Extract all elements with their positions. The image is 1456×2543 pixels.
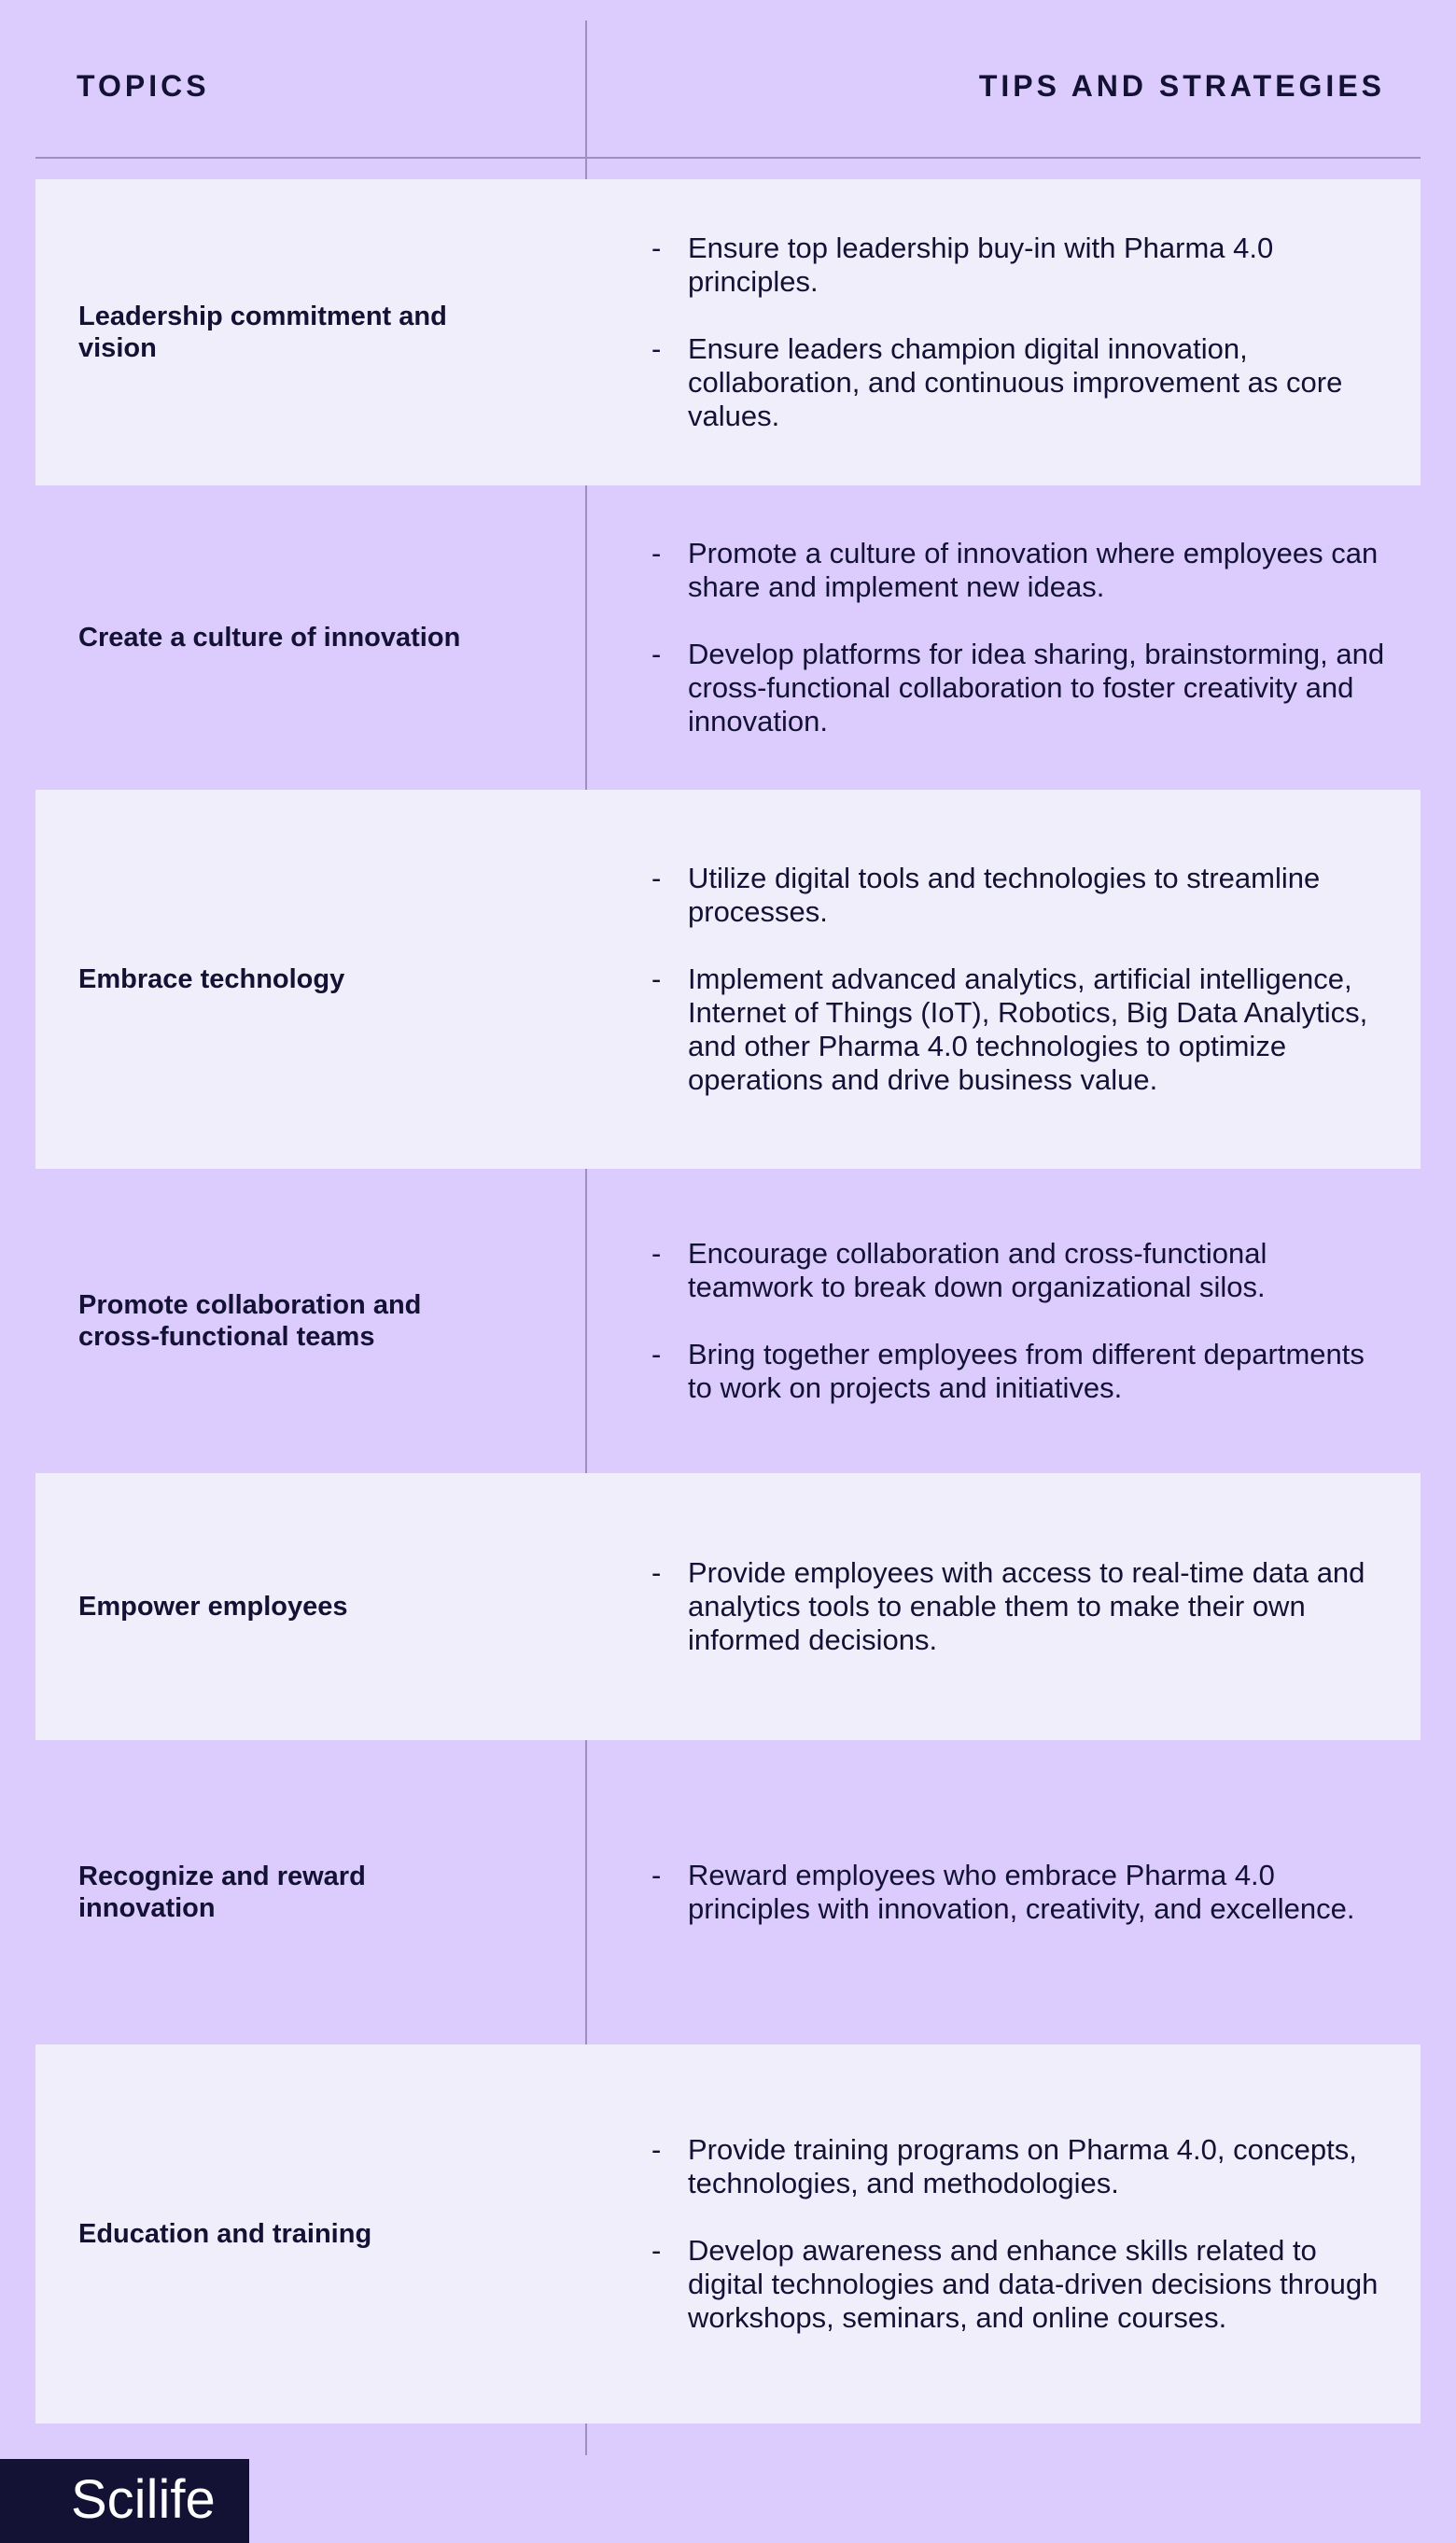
tip-text: Promote a culture of innovation where employees can share and implement new ideas. [688,537,1379,603]
tip-text: Develop platforms for idea sharing, brainstorming, and cross-functional collaboration to foster creativity and innovation. [688,638,1385,738]
tip-item [651,1338,1389,1405]
tip-item [651,1859,1389,1926]
tip-text: Provide training programs on Pharma 4.0, concepts, technologies, and methodologies. [688,2133,1357,2199]
tips-list [651,232,1389,433]
tips-list [651,1237,1389,1405]
bullet-dash: - [651,1237,662,1270]
bullet-dash: - [651,638,662,670]
tip-text: Ensure leaders champion digital innovation, collaboration, and continuous improvement as core values. [688,332,1343,432]
bullet-dash: - [651,1338,662,1370]
bullet-dash: - [651,2234,662,2267]
tip-text: Provide employees with access to real-time data and analytics tools to enable them to make their own informed decisions. [688,1556,1365,1656]
topic-label: Education and training [78,2219,372,2249]
table-row [35,1169,1421,1473]
topic-label: Leadership commitment and vision [78,302,447,363]
bullet-dash: - [651,537,662,569]
topic-label: Empower employees [78,1592,348,1622]
scilife-logo [0,2459,249,2543]
tip-item [651,2234,1389,2335]
table-row [35,2044,1421,2424]
table-row [35,1740,1421,2044]
bullet-dash: - [651,1556,662,1589]
table-row [35,1473,1421,1740]
tip-text: Implement advanced analytics, artificial intelligence, Internet of Things (IoT), Robotics, Big Data Analytics, and other Pharma 4.0 technologies to optimize operations and drive business value. [688,962,1368,1096]
bullet-dash: - [651,962,662,995]
tip-item [651,232,1389,299]
bullet-dash: - [651,332,662,365]
tip-item [651,2133,1389,2200]
tips-list [651,2133,1389,2335]
tip-text: Ensure top leadership buy-in with Pharma 4.0 principles. [688,232,1274,298]
tips-list [651,1859,1389,1926]
tip-text: Utilize digital tools and technologies to streamline processes. [688,862,1321,928]
table-row [35,179,1421,485]
tip-item [651,862,1389,929]
logo-text: Scilife [71,2469,216,2530]
topic-label: Embrace technology [78,964,345,994]
bullet-dash: - [651,862,662,894]
tip-item [651,962,1389,1097]
tip-text: Encourage collaboration and cross-functional teamwork to break down organizational silos. [688,1237,1267,1303]
tip-text: Bring together employees from different departments to work on projects and initiatives. [688,1338,1365,1404]
topic-label: Recognize and reward innovation [78,1862,366,1923]
table-header [35,21,1421,159]
table-row [35,485,1421,790]
topic-label: Create a culture of innovation [78,623,461,653]
tip-text: Reward employees who embrace Pharma 4.0 principles with innovation, creativity, and excellence. [688,1859,1355,1925]
bullet-dash: - [651,232,662,264]
topics-column-header: TOPICS [77,69,210,103]
tips-list [651,537,1389,738]
bullet-dash: - [651,2133,662,2166]
tip-item [651,638,1389,738]
tip-item [651,1237,1389,1304]
table-row [35,790,1421,1169]
tips-list [651,862,1389,1097]
bullet-dash: - [651,1859,662,1891]
tips-list [651,1556,1389,1657]
tip-text: Develop awareness and enhance skills related to digital technologies and data-driven decisions through workshops, seminars, and online courses. [688,2234,1379,2334]
tips-column-header: TIPS AND STRATEGIES [978,69,1385,103]
tip-item [651,537,1389,604]
tip-item [651,1556,1389,1657]
tip-item [651,332,1389,433]
topic-label: Promote collaboration and cross-functional teams [78,1290,422,1352]
